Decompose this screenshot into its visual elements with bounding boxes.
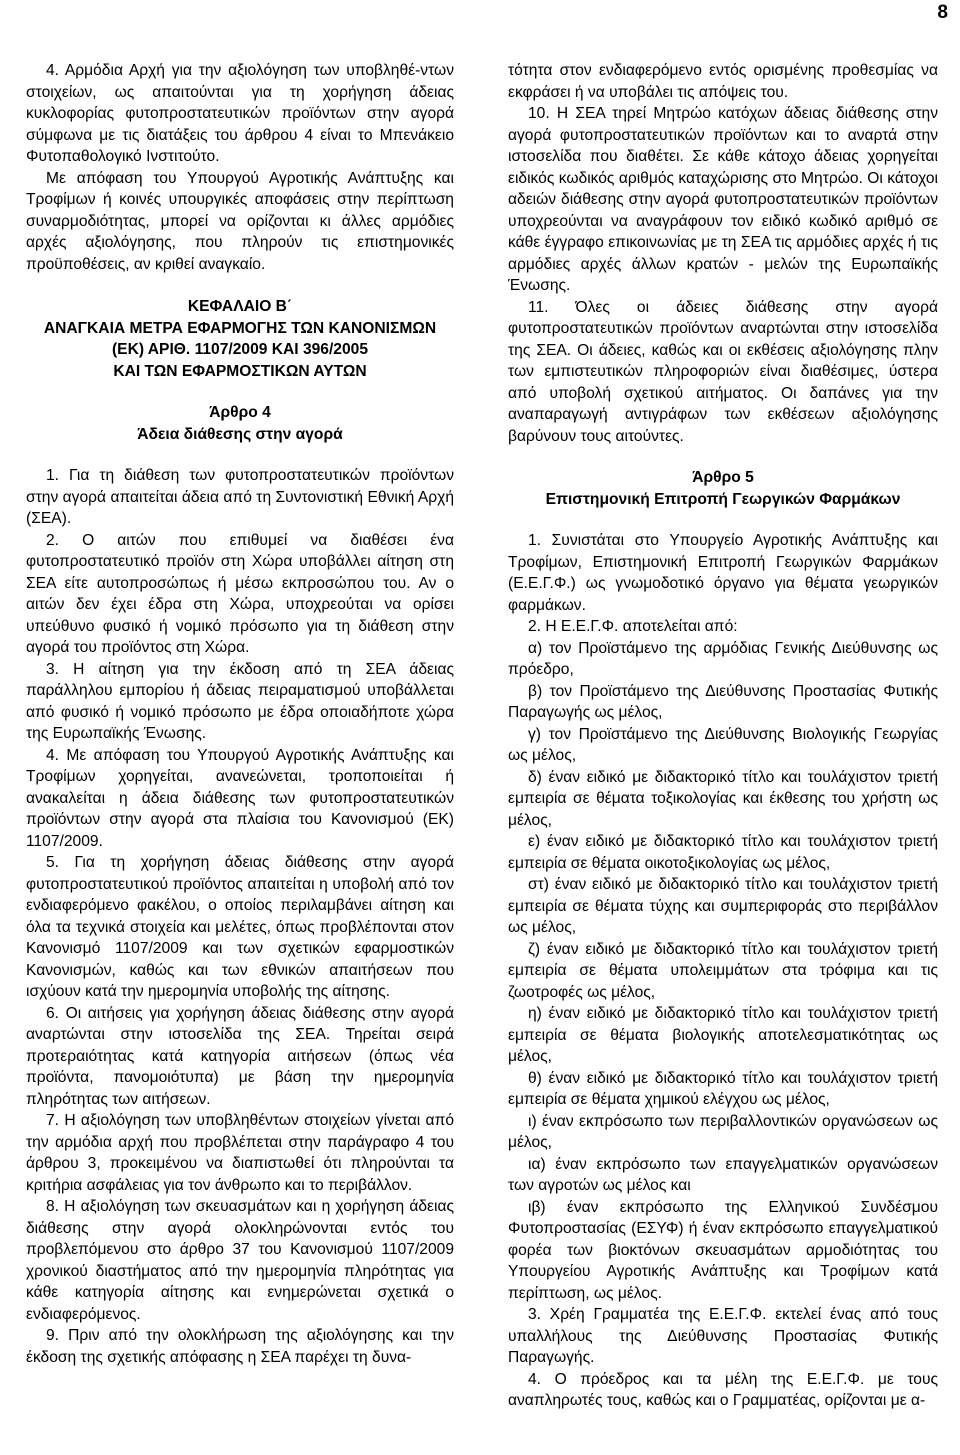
list-item: α) τον Προϊστάμενο της αρμόδιας Γενικής Διεύθυνσης ως πρόεδρο, bbox=[508, 639, 938, 678]
paragraph: 6. Οι αιτήσεις για χορήγηση άδειας διάθεσης στην αγορά αναρτώνται στην ιστοσελίδα της ΣΕΑ. Τηρείται σειρά προτεραιότητας κατά κατηγορία αιτήσεων (όπως νέα προϊόντα, πανομοιότυπα) με βάση την ημερομηνία πληρότητας των αιτήσεων. bbox=[26, 1004, 454, 1108]
paragraph: 7. Η αξιολόγηση των υποβληθέντων στοιχείων γίνεται από την αρμόδια αρχή που προβλέπεται στην παράγραφο 4 του άρθρου 3, προκειμένου να διαπιστωθεί ότι πληρούνται τα κριτήρια ασφάλειας για τον άνθρωπο και το περιβάλλον. bbox=[26, 1112, 454, 1194]
article-5-list bbox=[508, 530, 938, 1412]
paragraph-continuation: τότητα στον ενδιαφερόμενο εντός ορισμένης προθεσμίας να εκφράσει ή να υποβάλει τις απόψεις του. bbox=[508, 62, 938, 101]
article-5-subtitle: Επιστημονική Επιτροπή Γεωργικών Φαρμάκων bbox=[545, 490, 901, 508]
list-item: 4. Ο πρόεδρος και τα μέλη της Ε.Ε.Γ.Φ. με τους αναπληρωτές τους, καθώς και ο Γραμματέας, ορίζονται με α- bbox=[508, 1370, 938, 1409]
paragraph: 11. Όλες οι άδειες διάθεσης στην αγορά φυτοπροστατευτικών προϊόντων αναρτώνται στην ιστοσελίδα της ΣΕΑ. Οι άδειες, καθώς και οι εκθέσεις αξιολόγησης πλην των εμπιστευτικών πληροφοριών είναι διαθέσιμες, ύστερα από υποβολή σχετικού αιτήματος. Οι δαπάνες για την αναπαραγωγή αντιγράφων των εκθέσεων αξιολόγησης βαρύνουν τους αιτούντες. bbox=[508, 298, 938, 445]
list-item: ιβ) έναν εκπρόσωπο της Ελληνικού Συνδέσμου Φυτοπροστασίας (ΕΣΥΦ) ή έναν εκπρόσωπο επαγγελματικού φορέα των βιοκτόνων σκευασμάτων αρμοδιότητας του Υπουργείου Αγροτικής Ανάπτυξης και Τροφίμων κατά περίπτωση, ως μέλος. bbox=[508, 1198, 938, 1302]
chapter-title-line: (ΕΚ) ΑΡΙΘ. 1107/2009 ΚΑΙ 396/2005 bbox=[111, 341, 368, 358]
page-number: 8 bbox=[937, 2, 948, 23]
left-column bbox=[26, 60, 454, 1368]
chapter-heading bbox=[26, 296, 454, 382]
list-item: ζ) έναν ειδικό με διδακτορικό τίτλο και τουλάχιστον τριετή εμπειρία σε θέματα υπολειμμάτων στα τρόφιμα και τις ζωοτροφές ως μέλος, bbox=[508, 940, 938, 1001]
list-item: 1. Συνιστάται στο Υπουργείο Αγροτικής Ανάπτυξης και Τροφίμων, Επιστημονική Επιτροπή Γεωργικών Φαρμάκων (Ε.Ε.Γ.Φ.) ως γνωμοδοτικό όργανο για θέματα γεωργικών φαρμάκων. bbox=[508, 532, 938, 614]
paragraph: 1. Για τη διάθεση των φυτοπροστατευτικών προϊόντων στην αγορά απαιτείται άδεια από τη Συντονιστική Εθνική Αρχή (ΣΕΑ). bbox=[26, 467, 454, 527]
list-item: ια) έναν εκπρόσωπο των επαγγελματικών οργανώσεων των αγροτών ως μέλος και bbox=[508, 1155, 938, 1194]
paragraph: Με απόφαση του Υπουργού Αγροτικής Ανάπτυξης και Τροφίμων ή κοινές υπουργικές αποφάσεις στην περίπτωση συναρμοδιότητας, μπορεί να ορίζονται κι άλλες αρμόδιες αρχές αξιολόγησης, που πληρούν τις επιστημονικές προϋποθέσεις, αν κριθεί αναγκαίο. bbox=[26, 169, 454, 273]
article-4-subtitle: Άδεια διάθεσης στην αγορά bbox=[137, 425, 343, 443]
list-item: στ) έναν ειδικό με διδακτορικό τίτλο και τουλάχιστον τριετή εμπειρία σε θέματα τύχης και συμπεριφοράς στο περιβάλλον ως μέλος, bbox=[508, 876, 938, 936]
paragraph: 8. Η αξιολόγηση των σκευασμάτων και η χορήγηση άδειας διάθεσης στην αγορά ολοκληρώνονται εντός του προβλεπόμενου στο άρθρο 37 του Κανονισμού 1107/2009 χρονικού διαστήματος από την ημερομηνία πληρότητας για κάθε κατηγορία αίτησης και ενημερώνεται σχετικά ο ενδιαφερόμενος. bbox=[26, 1198, 454, 1323]
paragraph: 4. Με απόφαση του Υπουργού Αγροτικής Ανάπτυξης και Τροφίμων χορηγείται, ανανεώνεται, τροποποιείται ή ανακαλείται η άδεια διάθεσης των φυτοπροστατευτικών προϊόντων στην αγορά στα πλαίσια του Κανονισμού (ΕΚ) 1107/2009. bbox=[26, 746, 454, 850]
paragraph: 5. Για τη χορήγηση άδειας διάθεσης στην αγορά φυτοπροστατευτικού προϊόντος απαιτείται η υποβολή από τον ενδιαφερόμενο φακέλου, ο οποίος περιλαμβάνει αίτηση και όλα τα τεχνικά στοιχεία και μελέτες, όπως προβλέπονται στον Κανονισμό 1107/2009 και των σχετικών εφαρμοστικών Κανονισμών, καθώς και των εθνικών απαιτήσεων που ισχύουν κατά την ημερομηνία υποβολής της αίτησης. bbox=[26, 854, 454, 1000]
paragraph: 4. Αρμόδια Αρχή για την αξιολόγηση των υποβληθέ-ντων στοιχείων, ως απαιτούνται για τη χορήγηση άδειας κυκλοφορίας φυτοπροστατευτικών προϊόντων στην αγορά σύμφωνα με τις διατάξεις του άρθρου 4 είναι το Μπενάκειο Φυτοπαθολογικό Ινστιτούτο. bbox=[26, 62, 454, 165]
list-item: ε) έναν ειδικό με διδακτορικό τίτλο και τουλάχιστον τριετή εμπειρία σε θέματα οικοτοξικολογίας ως μέλος, bbox=[508, 833, 938, 872]
list-item: θ) έναν ειδικό με διδακτορικό τίτλο και τουλάχιστον τριετή εμπειρία σε θέματα χημικού ελέγχου ως μέλος, bbox=[508, 1069, 938, 1108]
list-item: 2. Η Ε.Ε.Γ.Φ. αποτελείται από: bbox=[528, 618, 738, 635]
paragraph: 10. Η ΣΕΑ τηρεί Μητρώο κατόχων άδειας διάθεσης στην αγορά φυτοπροστατευτικών προϊόντων και το αναρτά στην ιστοσελίδα που διαθέτει. Σε κάθε κάτοχο άδειας χορηγείται ειδικός κωδικός αριθμός καταχώρισης στο Μητρώο. Οι κάτοχοι αδειών διάθεσης στην αγορά φυτοπροστατευτικών προϊόντων υποχρεούνται να αναγράφουν τον ειδικό κωδικό αριθμό σε κάθε έγγραφο επικοινωνίας με τη ΣΕΑ τις αρμόδιες αρχές ή τις αρμόδιες αρχές άλλων κρατών - μελών της Ευρωπαϊκής Ένωσης. bbox=[508, 105, 938, 294]
list-item: γ) τον Προϊστάμενο της Διεύθυνσης Βιολογικής Γεωργίας ως μέλος, bbox=[508, 725, 938, 764]
paragraph: 2. Ο αιτών που επιθυμεί να διαθέσει ένα φυτοπροστατευτικό προϊόν στη Χώρα υποβάλλει αίτηση στη ΣΕΑ είτε αυτοπροσώπως ή μέσω εκπροσώπου του. Αν ο αιτών δεν έχει έδρα στη Χώρα, υποχρεούται να ορίσει υπεύθυνο φυσικό ή νομικό πρόσωπο για τη διάθεση στην αγορά του προϊόντος στη Χώρα. bbox=[26, 531, 454, 656]
list-item: η) έναν ειδικό με διδακτορικό τίτλο και τουλάχιστον τριετή εμπειρία σε θέματα βιολογικής αποτελεσματικότητας ως μέλος, bbox=[508, 1005, 938, 1065]
list-item: β) τον Προϊστάμενο της Διεύθυνσης Προστασίας Φυτικής Παραγωγής ως μέλος, bbox=[508, 682, 938, 721]
article-4-title: Άρθρο 4 bbox=[209, 404, 271, 421]
list-item: δ) έναν ειδικό με διδακτορικό τίτλο και τουλάχιστον τριετή εμπειρία σε θέματα τοξικολογίας και έκθεσης του χρήστη ως μέλος, bbox=[508, 768, 938, 829]
paragraph: 9. Πριν από την ολοκλήρωση της αξιολόγησης και την έκδοση της σχετικής απόφασης η ΣΕΑ παρέχει τη δυνα- bbox=[26, 1327, 454, 1366]
list-item: 3. Χρέη Γραμματέα της Ε.Ε.Γ.Φ. εκτελεί ένας από τους υπαλλήλους της Διεύθυνσης Προστασίας Φυτικής Παραγωγής. bbox=[508, 1306, 938, 1366]
article-5-title: Άρθρο 5 bbox=[692, 469, 754, 486]
list-item: ι) έναν εκπρόσωπο των περιβαλλοντικών οργανώσεων ως μέλος, bbox=[508, 1112, 938, 1151]
right-column bbox=[508, 60, 938, 1412]
chapter-title-line: ΚΑΙ ΤΩΝ ΕΦΑΡΜΟΣΤΙΚΩΝ ΑΥΤΩΝ bbox=[113, 362, 367, 380]
paragraph: 3. Η αίτηση για την έκδοση από τη ΣΕΑ άδειας παράλληλου εμπορίου ή άδειας πειραματισμού υποβάλλεται από φυσικό ή νομικό πρόσωπο με έδρα οποιαδήποτε χώρα της Ευρωπαϊκής Ένωσης. bbox=[26, 660, 454, 742]
chapter-number: ΚΕΦΑΛΑΙΟ Β΄ bbox=[187, 298, 293, 315]
chapter-title-line: ΑΝΑΓΚΑΙΑ ΜΕΤΡΑ ΕΦΑΡΜΟΓΗΣ ΤΩΝ ΚΑΝΟΝΙΣΜΩΝ bbox=[43, 319, 437, 337]
